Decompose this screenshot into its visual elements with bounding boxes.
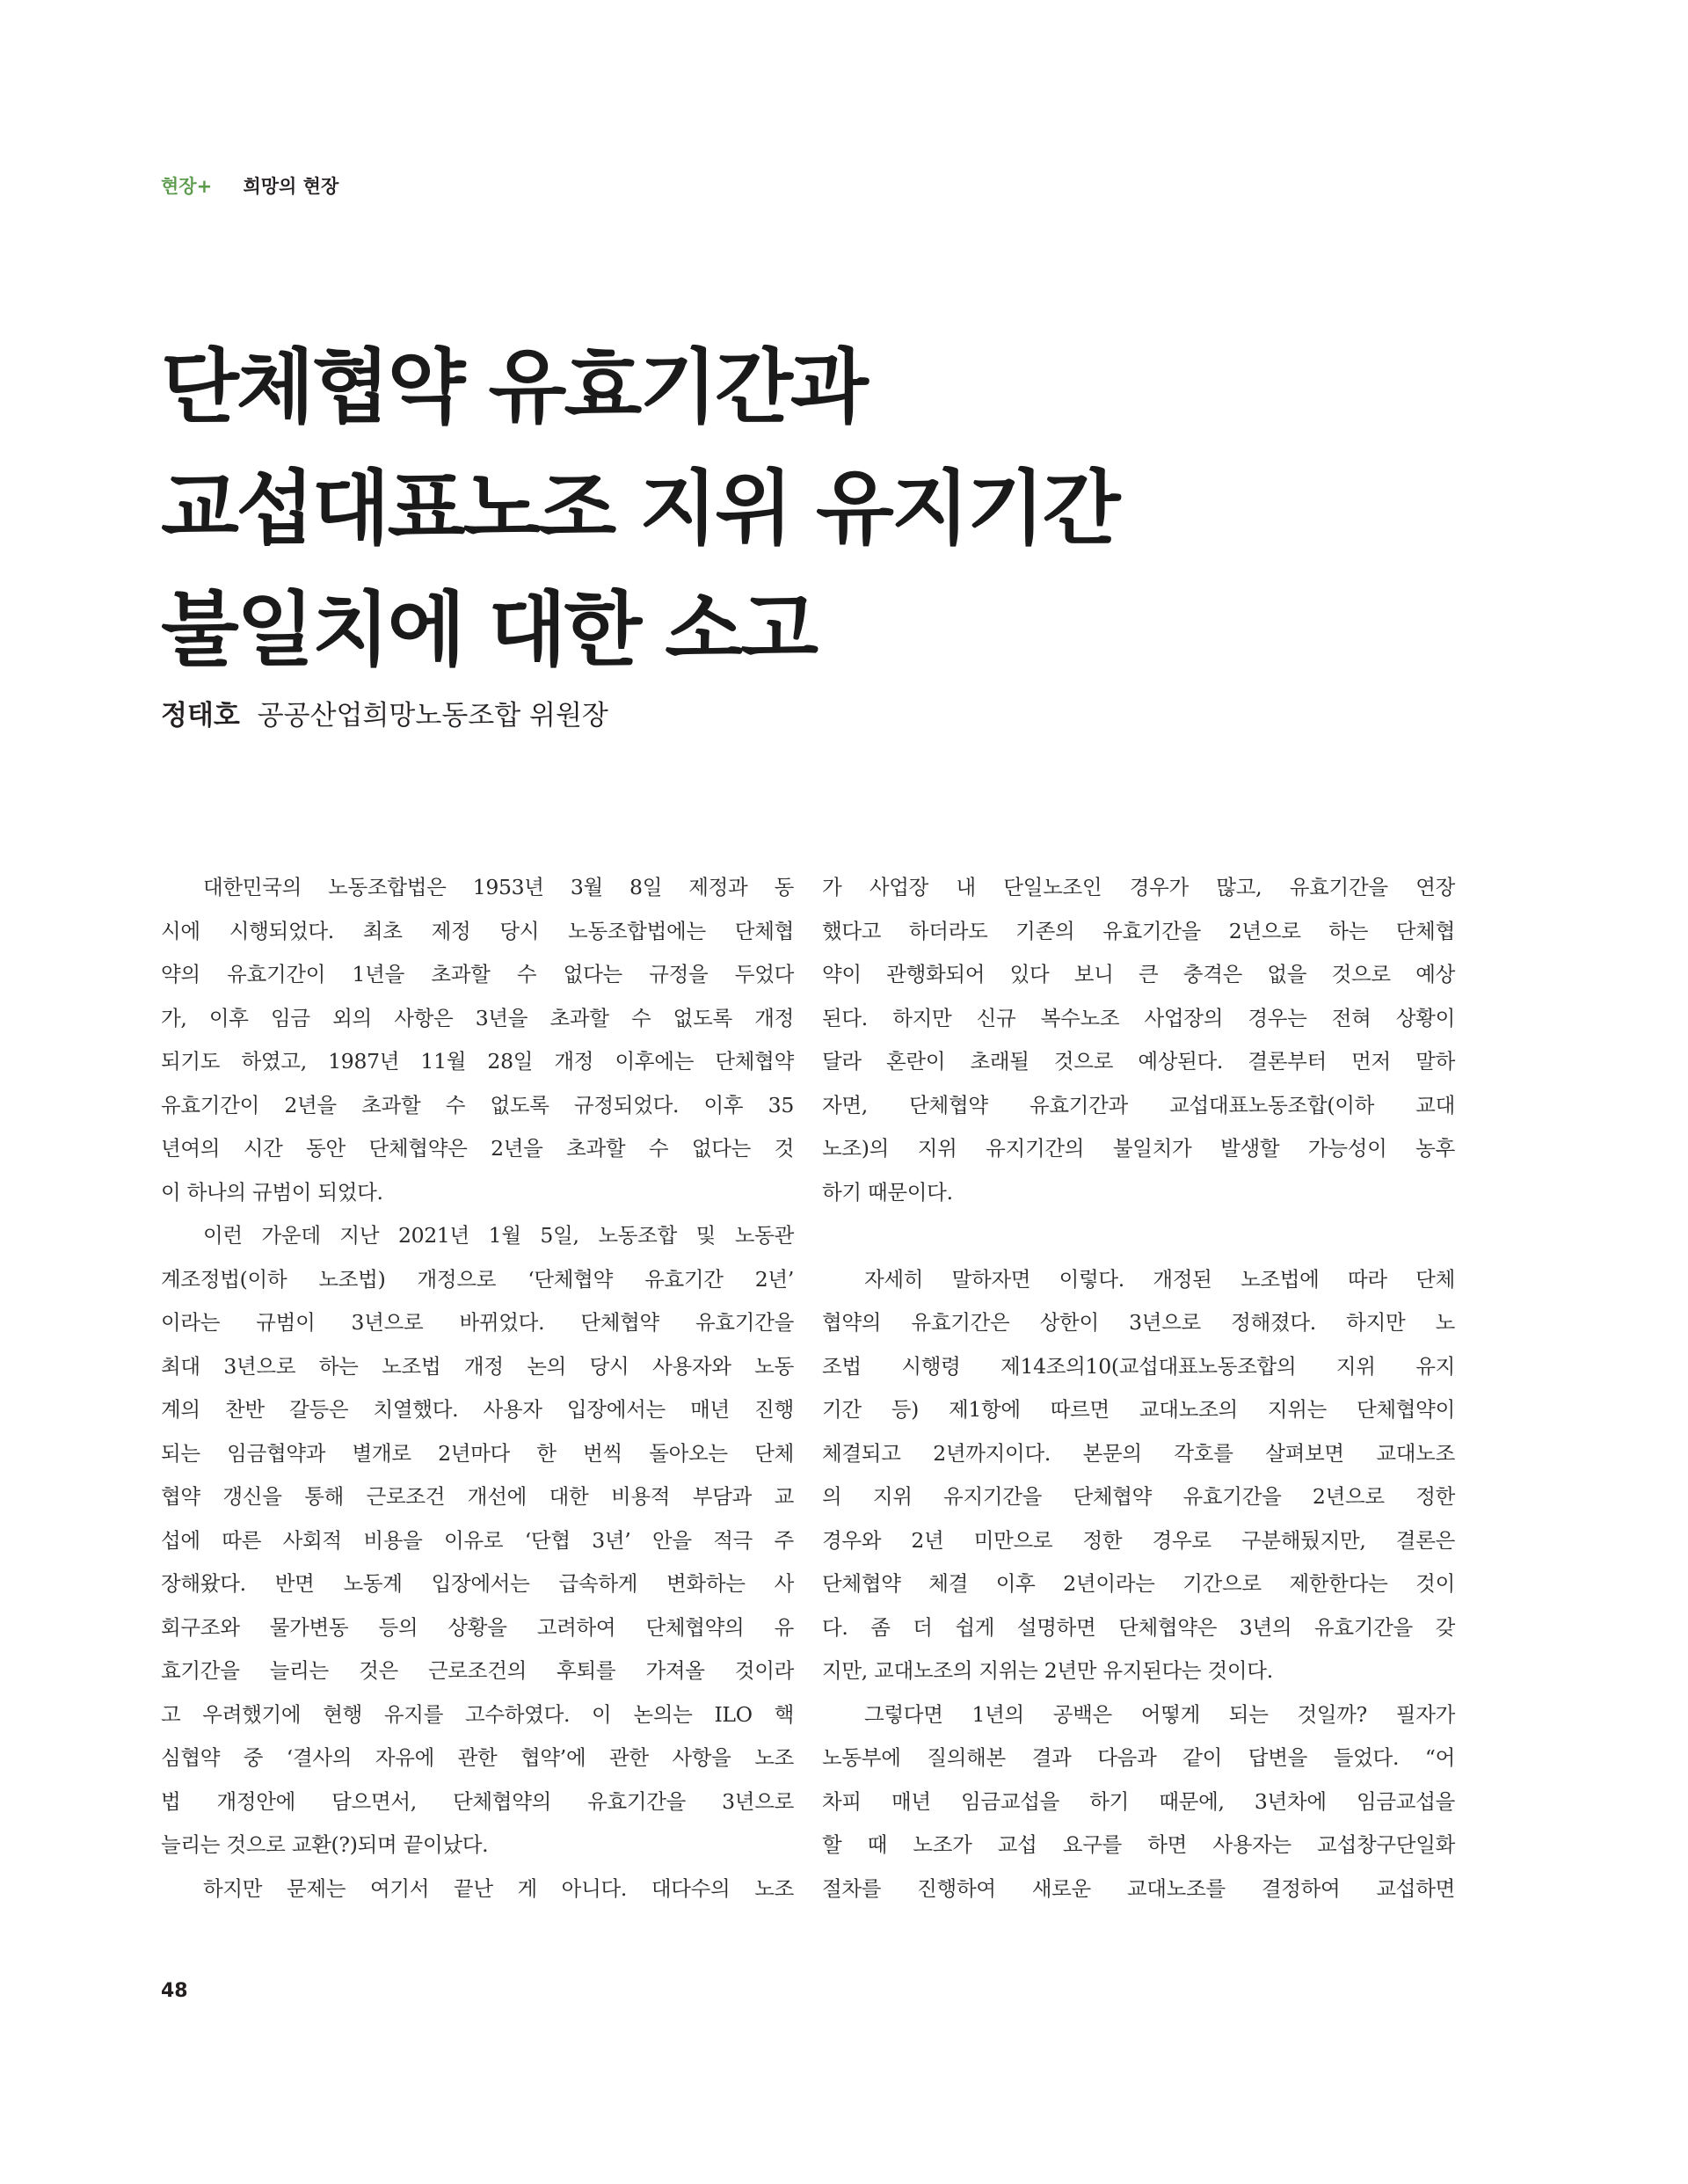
body-line: 기간 등) 제1항에 따르면 교대노조의 지위는 단체협약이 <box>822 1397 1455 1422</box>
body-line: 달라 혼란이 초래될 것으로 예상된다. 결론부터 먼저 말하 <box>822 1049 1455 1074</box>
body-line: 장해왔다. 반면 노동계 입장에서는 급속하게 변화하는 사 <box>161 1571 794 1596</box>
body-line: 하기 때문이다. <box>822 1179 953 1205</box>
body-line: 단체협약 체결 이후 2년이라는 기간으로 제한한다는 것이 <box>822 1571 1455 1596</box>
body-line: 년여의 시간 동안 단체협약은 2년을 초과할 수 없다는 것 <box>161 1136 794 1161</box>
body-line: 노동부에 질의해본 결과 다음과 같이 답변을 들었다. “어 <box>822 1745 1455 1770</box>
body-line: 자면, 단체협약 유효기간과 교섭대표노동조합(이하 교대 <box>822 1092 1455 1117</box>
body-line: 시에 시행되었다. 최초 제정 당시 노동조합법에는 단체협 <box>161 918 794 943</box>
body-line: 이런 가운데 지난 2021년 1월 5일, 노동조합 및 노동관 <box>203 1223 794 1248</box>
body-line: 지만, 교대노조의 지위는 2년만 유지된다는 것이다. <box>822 1658 1273 1683</box>
body-line: 조법 시행령 제14조의10(교섭대표노동조합의 지위 유지 <box>822 1353 1455 1379</box>
body-line: 약의 유효기간이 1년을 초과할 수 없다는 규정을 두었다 <box>161 962 794 986</box>
body-line: 하지만 문제는 여기서 끝난 게 아니다. 대다수의 노조 <box>203 1875 794 1901</box>
body-line: 그렇다면 1년의 공백은 어떻게 되는 것일까? 필자가 <box>864 1701 1455 1727</box>
body-line: 되기도 하였고, 1987년 11월 28일 개정 이후에는 단체협약 <box>161 1049 794 1074</box>
body-line: 다. 좀 더 쉽게 설명하면 단체협약은 3년의 유효기간을 갖 <box>822 1614 1455 1640</box>
body-line: 최대 3년으로 하는 노조법 개정 논의 당시 사용자와 노동 <box>161 1353 794 1379</box>
author-affiliation: 공공산업희망노동조합 위원장 <box>257 700 608 732</box>
title-line: 단체협약 유효기간과 <box>161 340 866 434</box>
body-line: 유효기간이 2년을 초과할 수 없도록 규정되었다. 이후 35 <box>161 1092 794 1117</box>
body-line: 자세히 말하자면 이렇다. 개정된 노조법에 따라 단체 <box>864 1266 1455 1292</box>
body-line: 효기간을 늘리는 것은 근로조건의 후퇴를 가져올 것이라 <box>161 1658 794 1683</box>
body-line: 심협약 중 ‘결사의 자유에 관한 협약’에 관한 사항을 노조 <box>161 1745 794 1770</box>
body-line: 협약의 유효기간은 상한이 3년으로 정해졌다. 하지만 노 <box>822 1310 1455 1335</box>
title-line: 불일치에 대한 소고 <box>161 583 817 677</box>
paragraph-gap <box>822 1214 1455 1258</box>
body-line: 섭에 따른 사회적 비용을 이유로 ‘단협 3년’ 안을 적극 주 <box>161 1527 794 1553</box>
body-line: 절차를 진행하여 새로운 교대노조를 결정하여 교섭하면 <box>822 1875 1455 1901</box>
body-line: 했다고 하더라도 기존의 유효기간을 2년으로 하는 단체협 <box>822 918 1455 943</box>
body-line: 대한민국의 노동조합법은 1953년 3월 8일 제정과 동 <box>203 875 794 899</box>
header-subsection: 희망의 현장 <box>243 176 339 197</box>
body-line: 되는 임금협약과 별개로 2년마다 한 번씩 돌아오는 단체 <box>161 1440 794 1466</box>
author-name: 정태호 <box>161 700 240 732</box>
body-column-left <box>161 866 794 1911</box>
body-line: 가, 이후 임금 외의 사항은 3년을 초과할 수 없도록 개정 <box>161 1005 794 1030</box>
body-line: 협약 갱신을 통해 근로조건 개선에 대한 비용적 부담과 교 <box>161 1484 794 1509</box>
body-line: 이 하나의 규범이 되었다. <box>161 1179 383 1205</box>
body-line: 된다. 하지만 신규 복수노조 사업장의 경우는 전혀 상황이 <box>822 1005 1455 1030</box>
body-line: 경우와 2년 미만으로 정한 경우로 구분해뒀지만, 결론은 <box>822 1527 1455 1553</box>
body-line: 늘리는 것으로 교환(?)되며 끝이났다. <box>161 1832 489 1857</box>
body-line: 이라는 규범이 3년으로 바뀌었다. 단체협약 유효기간을 <box>161 1310 794 1335</box>
body-column-right <box>822 866 1455 1911</box>
header-section: 현장+ <box>161 176 213 197</box>
body-line: 계의 찬반 갈등은 치열했다. 사용자 입장에서는 매년 진행 <box>161 1397 794 1422</box>
body-line: 계조정법(이하 노조법) 개정으로 ‘단체협약 유효기간 2년’ <box>161 1266 794 1292</box>
body-line: 법 개정안에 담으면서, 단체협약의 유효기간을 3년으로 <box>161 1788 794 1814</box>
running-header <box>161 172 338 199</box>
body-line: 노조)의 지위 유지기간의 불일치가 발생할 가능성이 농후 <box>822 1136 1455 1161</box>
article-title <box>161 327 1568 691</box>
byline <box>161 693 608 732</box>
body-line: 할 때 노조가 교섭 요구를 하면 사용자는 교섭창구단일화 <box>822 1832 1455 1857</box>
body-line: 회구조와 물가변동 등의 상황을 고려하여 단체협약의 유 <box>161 1614 794 1640</box>
body-line: 차피 매년 임금교섭을 하기 때문에, 3년차에 임금교섭을 <box>822 1788 1455 1814</box>
title-line: 교섭대표노조 지위 유지기간 <box>161 462 1118 556</box>
body-line: 가 사업장 내 단일노조인 경우가 많고, 유효기간을 연장 <box>822 875 1455 899</box>
body-line: 체결되고 2년까지이다. 본문의 각호를 살펴보면 교대노조 <box>822 1440 1455 1466</box>
page-number: 48 <box>161 1980 188 2002</box>
body-line: 고 우려했기에 현행 유지를 고수하였다. 이 논의는 ILO 핵 <box>161 1701 794 1727</box>
body-line: 약이 관행화되어 있다 보니 큰 충격은 없을 것으로 예상 <box>822 962 1455 986</box>
body-line: 의 지위 유지기간을 단체협약 유효기간을 2년으로 정한 <box>822 1484 1455 1509</box>
